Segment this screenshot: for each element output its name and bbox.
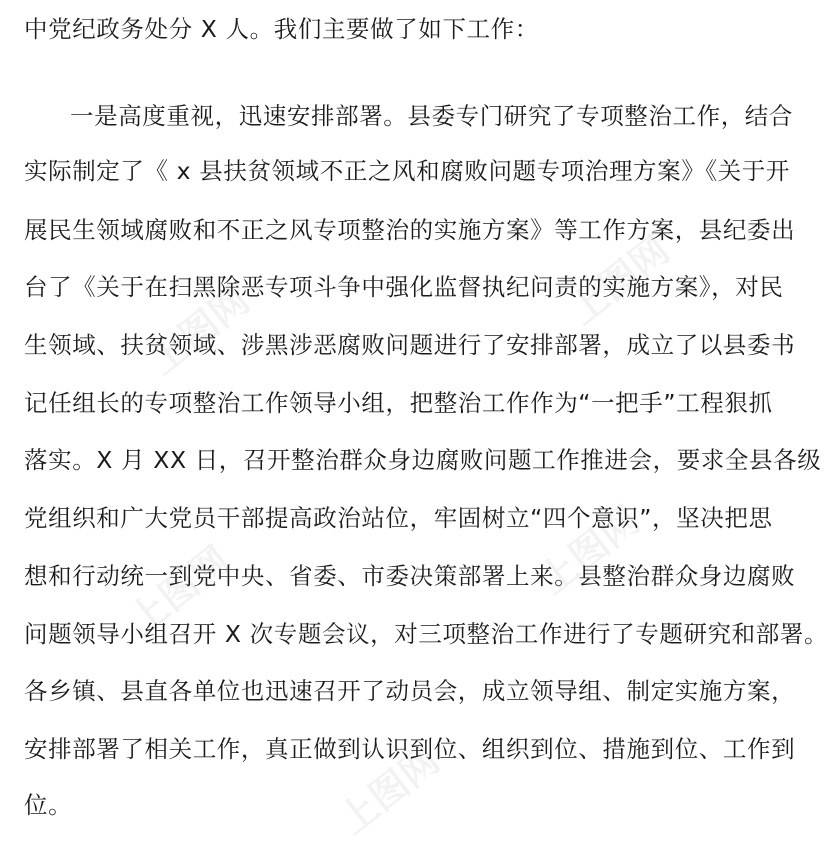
paragraph-line: 展民生领域腐败和不正之风专项整治的实施方案》等工作方案，县纪委出 [24,216,796,244]
watermark: 上图网 [560,227,678,333]
paragraph-line: 问题领导小组召开 X 次专题会议，对三项整治工作进行了专题研究和部署。 [24,620,829,648]
watermark: 上图网 [530,497,648,603]
paragraph-line: 党组织和广大党员干部提高政治站位，牢固树立“四个意识”，坚决把思 [24,504,773,532]
paragraph-line: 台了《关于在扫黑除恶专项斗争中强化监督执纪问责的实施方案》，对民 [24,273,784,301]
paragraph-line: 安排部署了相关工作，真正做到认识到位、组织到位、措施到位、工作到 [24,735,796,763]
paragraph-line: 位。 [24,791,73,819]
paragraph-line: 中党纪政务处分 X 人。我们主要做了如下工作： [24,15,539,43]
paragraph-line: 落实。X 月 XX 日，召开整治群众身边腐败问题工作推进会，要求全县各级 [24,446,822,474]
watermark: 上图网 [140,277,258,383]
watermark: 上图网 [120,537,238,643]
paragraph-line: 实际制定了《 x 县扶贫领域不正之风和腐败问题专项治理方案》《关于开 [24,157,790,185]
paragraph-line: 各乡镇、县直各单位也迅速召开了动员会，成立领导组、制定实施方案， [24,677,796,705]
paragraph-line: 记任组长的专项整治工作领导小组，把整治工作作为“一把手”工程狠抓 [24,389,773,417]
watermark: 上图网 [330,737,448,843]
paragraph-line: 想和行动统一到党中央、省委、市委决策部署上来。县整治群众身边腐败 [24,562,796,590]
paragraph-line: 一是高度重视，迅速安排部署。县委专门研究了专项整治工作，结合 [70,102,793,130]
paragraph-line: 生领域、扶贫领域、涉黑涉恶腐败问题进行了安排部署，成立了以县委书 [24,331,796,359]
